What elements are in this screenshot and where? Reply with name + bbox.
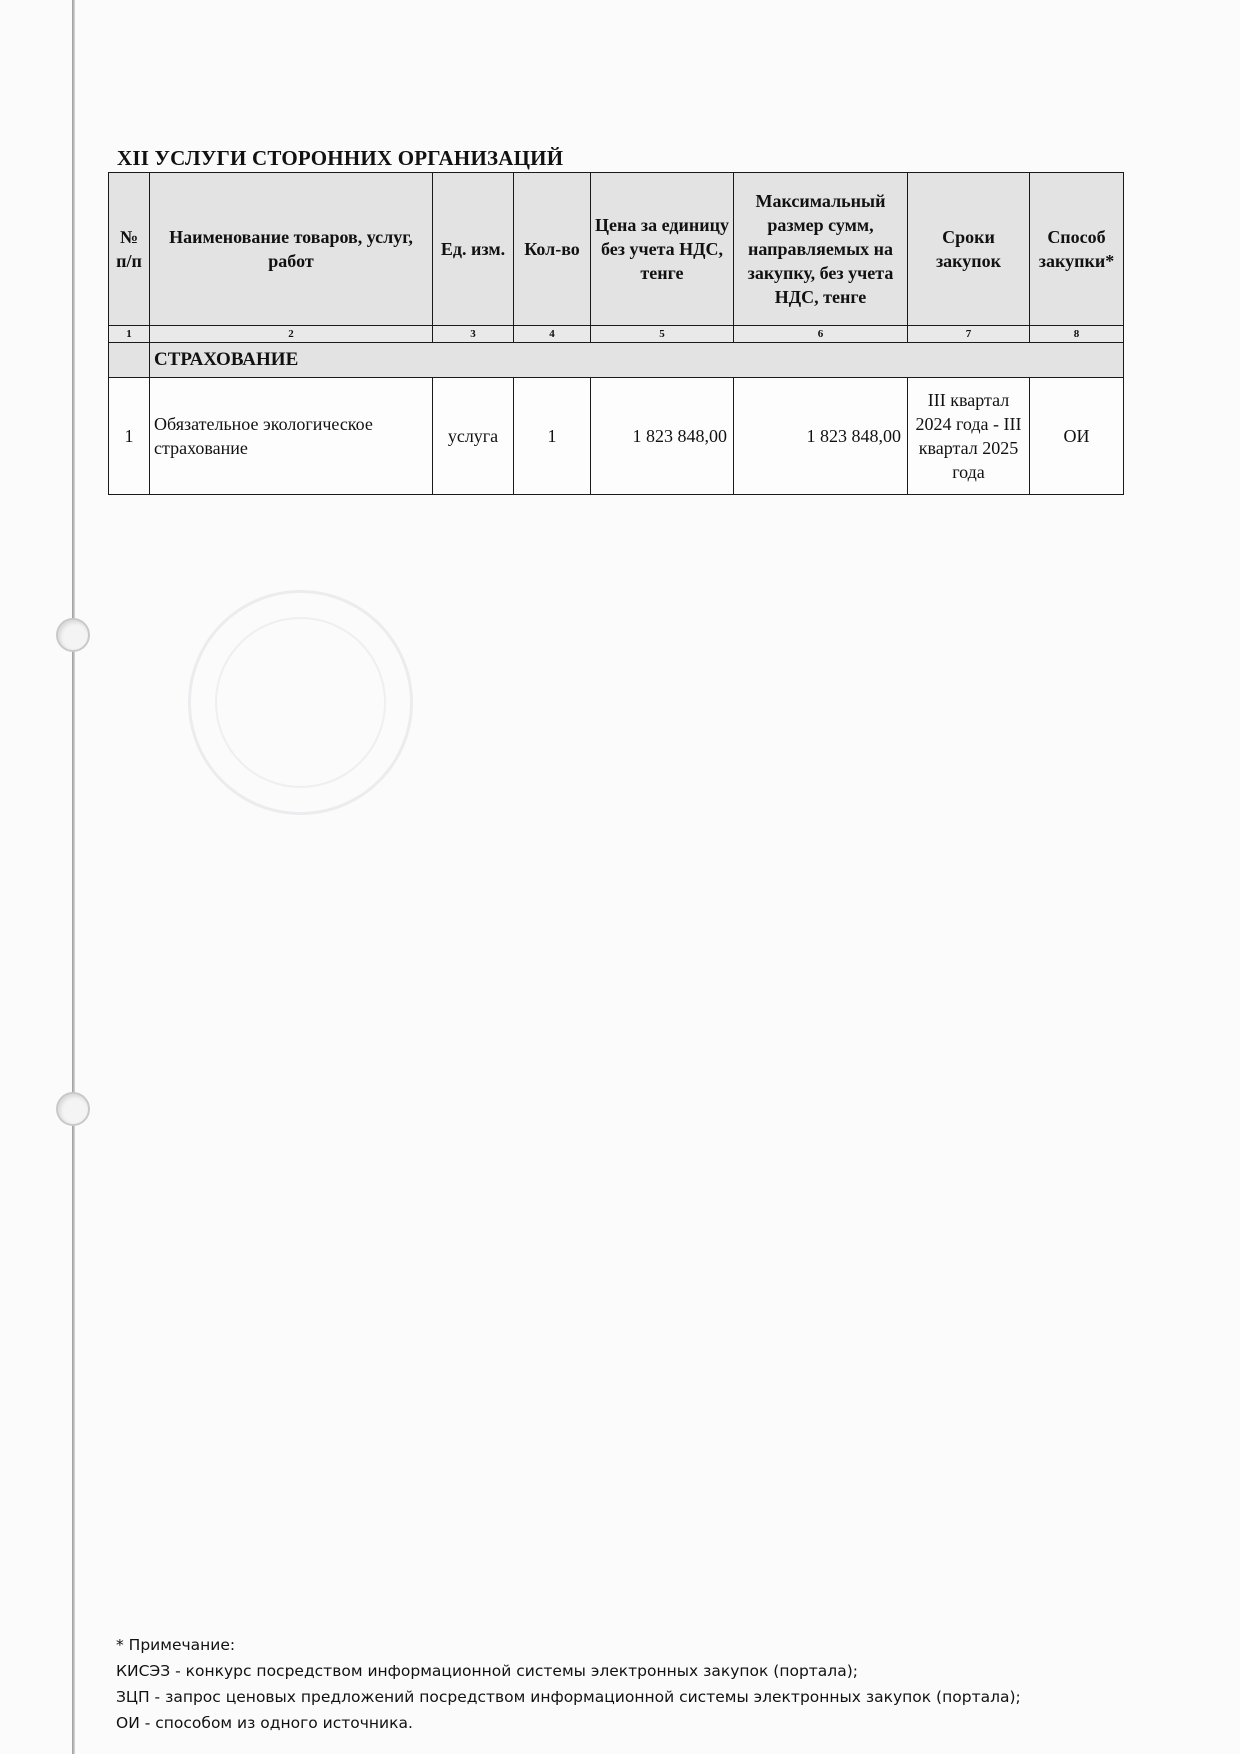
footnote-line: КИСЭЗ - конкурс посредством информационной системы электронных закупок (портала); — [116, 1662, 858, 1680]
header-period: Сроки закупок — [908, 173, 1030, 326]
column-number: 4 — [514, 326, 591, 343]
table-row — [109, 378, 1124, 495]
cell-max-sum: 1 823 848,00 — [734, 378, 908, 495]
footnote-line: ОИ - способом из одного источника. — [116, 1714, 413, 1732]
section-title: XII УСЛУГИ СТОРОННИХ ОРГАНИЗАЦИЙ — [117, 146, 564, 170]
cell-number: 1 — [109, 378, 150, 495]
header-max-sum: Максимальный размер сумм, направляемых на закупку, без учета НДС, тенге — [734, 173, 908, 326]
page-edge — [72, 0, 75, 1754]
punch-hole — [56, 1092, 90, 1126]
footnote-line: ЗЦП - запрос ценовых предложений посредством информационной системы электронных закупок (портала); — [116, 1688, 1021, 1706]
footnote-title: * Примечание: — [116, 1636, 236, 1654]
faded-stamp-seal — [188, 590, 413, 815]
table-header-row — [109, 173, 1124, 326]
column-number: 8 — [1030, 326, 1124, 343]
header-number: № п/п — [109, 173, 150, 326]
header-method: Способ закупки* — [1030, 173, 1124, 326]
column-number: 5 — [591, 326, 734, 343]
header-name: Наименование товаров, услуг, работ — [150, 173, 433, 326]
cell-method: ОИ — [1030, 378, 1124, 495]
footnotes — [116, 1632, 1021, 1736]
cell-unit: услуга — [433, 378, 514, 495]
group-label: СТРАХОВАНИЕ — [150, 343, 1124, 378]
column-number: 1 — [109, 326, 150, 343]
punch-hole — [56, 618, 90, 652]
group-spacer — [109, 343, 150, 378]
cell-quantity: 1 — [514, 378, 591, 495]
cell-name: Обязательное экологическое страхование — [150, 378, 433, 495]
procurement-table — [108, 172, 1124, 495]
column-number: 3 — [433, 326, 514, 343]
column-number: 2 — [150, 326, 433, 343]
cell-period: III квартал 2024 года - III квартал 2025 года — [908, 378, 1030, 495]
header-quantity: Кол-во — [514, 173, 591, 326]
column-numbers-row — [109, 326, 1124, 343]
header-unit-price: Цена за единицу без учета НДС, тенге — [591, 173, 734, 326]
column-number: 6 — [734, 326, 908, 343]
column-number: 7 — [908, 326, 1030, 343]
header-unit: Ед. изм. — [433, 173, 514, 326]
cell-unit-price: 1 823 848,00 — [591, 378, 734, 495]
group-row — [109, 343, 1124, 378]
